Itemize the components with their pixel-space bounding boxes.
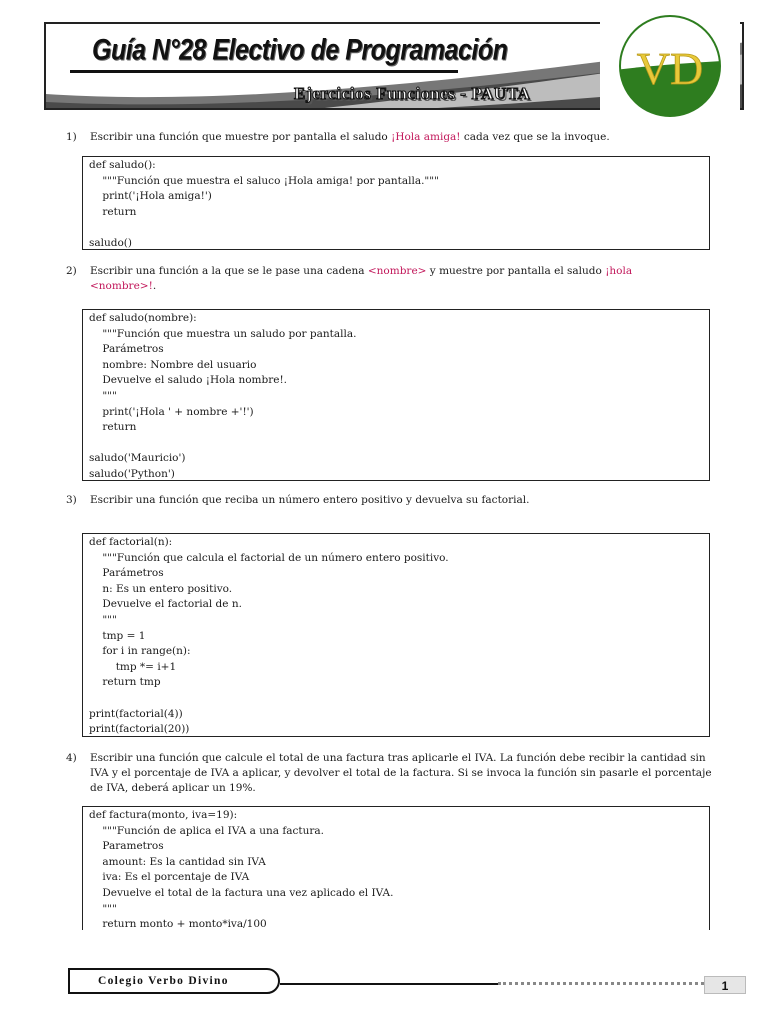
code-block-2 <box>82 309 710 481</box>
code-line: return tmp <box>89 676 161 689</box>
statement-text: Escribir una función que reciba un número entero positivo y devuelva su factorial. <box>90 494 530 506</box>
code-line: return <box>89 421 137 434</box>
code-line: def factura(monto, iva=19): <box>89 809 238 821</box>
footer-school-box <box>68 968 280 994</box>
code-line: n: Es un entero positivo. <box>89 582 233 595</box>
code-line: print('¡Hola ' + nombre +'!') <box>89 405 254 418</box>
statement-text: Escribir una función que calcule el total de una factura tras aplicarle el IVA. La función debe recibir la cantidad sin IVA y el porcentaje de IVA a aplicar, y devolver el total de la factura. Si se invoca la función sin pasarle el porcentaje de IVA, deberá aplicar un 19%. <box>90 752 712 794</box>
code-line: """ <box>89 902 117 915</box>
code-line: saludo('Python') <box>89 467 175 480</box>
code-line <box>89 220 703 236</box>
footer-school-name: Colegio Verbo Divino <box>98 975 229 987</box>
code-line: """Función que muestra el saluco ¡Hola amiga! por pantalla.""" <box>89 174 439 187</box>
code-line: iva: Es el porcentaje de IVA <box>89 871 250 884</box>
code-line: Devuelve el saludo ¡Hola nombre!. <box>89 374 287 387</box>
statement-text: Escribir una función que muestre por pantalla el saludo <box>90 131 392 143</box>
code-line: """Función que calcula el factorial de un número entero positivo. <box>89 551 449 564</box>
exercise-statement <box>90 264 726 294</box>
code-line: Parámetros <box>89 567 164 580</box>
code-line <box>89 436 703 452</box>
logo-letters: VD <box>636 43 704 94</box>
page-subtitle: Ejercicios Funciones - PAUTA <box>294 84 531 103</box>
code-block-3 <box>82 533 710 737</box>
statement-text: . <box>152 280 157 292</box>
code-line: saludo('Mauricio') <box>89 452 186 465</box>
code-line: print('¡Hola amiga!') <box>89 190 212 203</box>
code-line: tmp *= i+1 <box>89 660 177 673</box>
code-line: """Función de aplica el IVA a una factura. <box>89 824 324 837</box>
code-line: def saludo(nombre): <box>89 312 197 324</box>
code-line: def factorial(n): <box>89 536 173 548</box>
code-line: amount: Es la cantidad sin IVA <box>89 855 266 868</box>
statement-text: y muestre por pantalla el saludo <box>426 265 606 277</box>
school-logo-icon <box>600 10 740 120</box>
statement-highlight: <nombre>! <box>90 280 153 292</box>
exercise-number: 1) <box>66 131 77 143</box>
code-line: return <box>89 205 137 218</box>
code-block-4 <box>82 806 710 930</box>
code-line: for i in range(n): <box>89 645 191 658</box>
code-line <box>89 691 703 707</box>
page-title: Guía N°28 Electivo de Programación <box>92 33 508 67</box>
code-line: Devuelve el factorial de n. <box>89 598 242 611</box>
statement-highlight: <nombre> <box>367 265 427 277</box>
code-line: tmp = 1 <box>89 629 146 642</box>
code-line: Parámetros <box>89 343 164 356</box>
code-line: Devuelve el total de la factura una vez aplicado el IVA. <box>89 886 394 899</box>
code-line: """ <box>89 613 117 626</box>
statement-text: cada vez que se la invoque. <box>460 131 610 143</box>
exercise-number: 2) <box>66 265 77 277</box>
title-underline <box>70 70 458 73</box>
code-line: print(factorial(20)) <box>89 723 190 736</box>
footer-dotted-rule <box>498 982 704 985</box>
code-line: def saludo(): <box>89 159 156 171</box>
code-line: """ <box>89 389 117 402</box>
footer-rule <box>280 983 498 985</box>
statement-highlight: ¡hola <box>605 265 633 277</box>
exercise-statement <box>90 130 726 145</box>
exercise-statement <box>90 493 726 508</box>
code-line: print(factorial(4)) <box>89 707 183 720</box>
exercise-number: 3) <box>66 494 77 506</box>
code-line: return monto + monto*iva/100 <box>89 918 267 930</box>
statement-text: Escribir una función a la que se le pase una cadena <box>90 265 368 277</box>
code-line: """Función que muestra un saludo por pantalla. <box>89 327 357 340</box>
code-line: nombre: Nombre del usuario <box>89 358 257 371</box>
statement-highlight: ¡Hola amiga! <box>391 131 461 143</box>
code-line: Parametros <box>89 840 164 853</box>
exercise-statement <box>90 751 726 796</box>
code-block-1 <box>82 156 710 250</box>
code-line: saludo() <box>89 236 133 249</box>
exercise-number: 4) <box>66 752 77 764</box>
page-number: 1 <box>704 976 746 994</box>
